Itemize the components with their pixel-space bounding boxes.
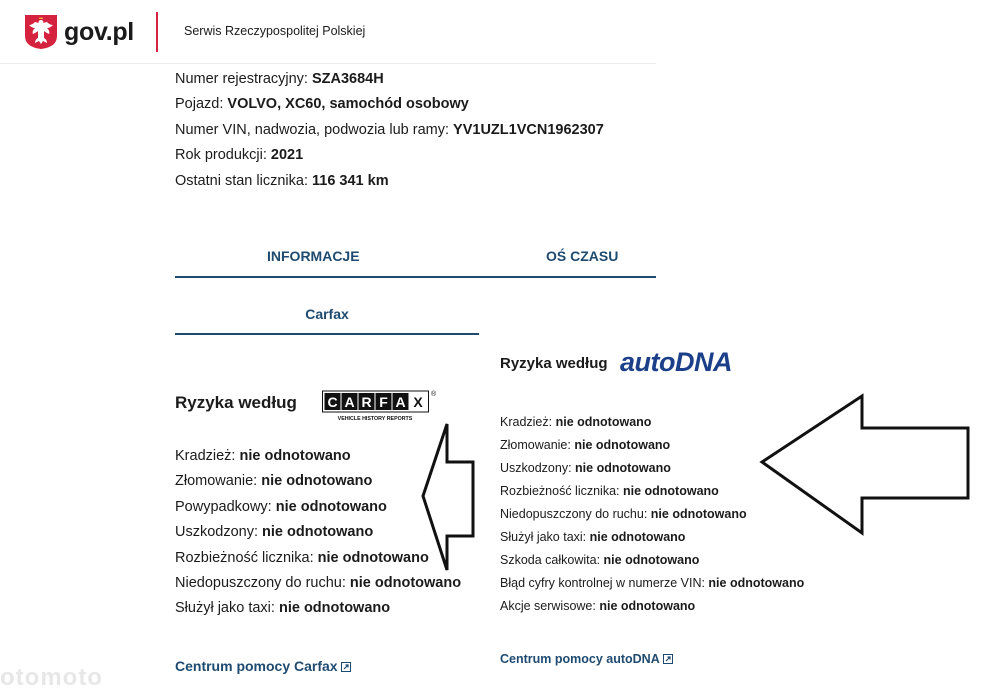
row-label: Numer rejestracyjny:: [175, 71, 312, 87]
list-item: [500, 572, 804, 595]
risk-label: Służył jako taxi:: [500, 530, 590, 544]
risk-value: nie odnotowano: [599, 599, 696, 613]
risk-value: nie odnotowano: [574, 438, 671, 452]
risk-value: nie odnotowano: [261, 473, 373, 490]
row-label: Rok produkcji:: [175, 147, 271, 164]
risk-label: Kradzież:: [500, 415, 556, 429]
tab-informacje[interactable]: INFORMACJE: [267, 248, 360, 264]
odometer-row: [175, 169, 604, 194]
year-value: 2021: [270, 147, 304, 164]
list-item: [500, 480, 804, 503]
registration-value: SZA3684H: [311, 71, 384, 87]
sub-tabs: [175, 298, 479, 335]
risk-label: Kradzież:: [175, 448, 240, 464]
list-item: [175, 546, 461, 571]
autodna-help-link[interactable]: [500, 652, 673, 666]
list-item: [175, 520, 461, 545]
external-link-icon: [663, 654, 673, 664]
site-header: [0, 0, 656, 64]
risk-label: Niedopuszczony do ruchu:: [500, 507, 651, 521]
tab-carfax[interactable]: Carfax: [305, 306, 349, 322]
list-item: [175, 469, 461, 494]
risk-value: nie odnotowano: [262, 524, 374, 541]
list-item: [175, 495, 461, 520]
autodna-risk-list: [500, 411, 804, 618]
carfax-logo-letter: C: [327, 394, 338, 410]
vehicle-value: VOLVO, XC60, samochód osobowy: [227, 96, 469, 113]
autodna-help-label: Centrum pomocy autoDNA: [500, 652, 660, 666]
header-subtitle: Serwis Rzeczypospolitej Polskiej: [184, 24, 366, 38]
risk-label: Służył jako taxi:: [175, 600, 279, 617]
risk-value: nie odnotowano: [589, 530, 686, 544]
risk-value: nie odnotowano: [239, 448, 351, 464]
row-label: Pojazd:: [175, 96, 228, 113]
risk-value: nie odnotowano: [603, 553, 700, 567]
row-label: Ostatni stan licznika:: [175, 172, 312, 189]
carfax-risk-list: [175, 444, 461, 622]
vin-row: [175, 118, 604, 143]
list-item: [500, 457, 804, 480]
registration-row: [175, 67, 604, 92]
autodna-logo: autoDNA: [620, 347, 732, 377]
external-link-icon: [341, 662, 351, 672]
carfax-help-label: Centrum pomocy Carfax: [175, 658, 338, 674]
carfax-help-link[interactable]: [175, 658, 351, 674]
risk-label: Uszkodzony:: [175, 524, 263, 541]
risk-label: Złomowanie:: [175, 473, 262, 490]
risk-label: Uszkodzony:: [500, 461, 576, 475]
tab-os-czasu[interactable]: OŚ CZASU: [546, 248, 619, 264]
header-divider: [156, 12, 158, 52]
list-item: [500, 549, 804, 572]
risk-label: Powypadkowy:: [175, 498, 276, 515]
risk-label: Rozbieżność licznika:: [500, 484, 623, 498]
main-tabs: [175, 240, 656, 278]
carfax-logo-letter: A: [344, 394, 355, 410]
eagle-emblem-icon: [24, 14, 58, 50]
watermark: otomoto: [0, 664, 103, 691]
risk-value: nie odnotowano: [650, 507, 747, 521]
risk-label: Błąd cyfry kontrolnej w numerze VIN:: [500, 576, 709, 590]
risk-label: Złomowanie:: [500, 438, 575, 452]
row-label: Numer VIN, nadwozia, podwozia lub ramy:: [175, 121, 454, 138]
risk-label: Rozbieżność licznika:: [175, 549, 318, 566]
carfax-logo-letter: X: [413, 394, 423, 410]
list-item: [175, 571, 461, 596]
carfax-logo-letter: R: [361, 394, 372, 410]
list-item: [500, 526, 804, 549]
risk-value: nie odnotowano: [278, 600, 391, 617]
brand-name: gov.pl: [64, 17, 134, 46]
risk-value: nie odnotowano: [575, 461, 671, 475]
list-item: [175, 596, 461, 621]
risk-label: Szkoda całkowita:: [500, 553, 604, 567]
risk-label: Niedopuszczony do ruchu:: [175, 575, 350, 592]
carfax-logo: [322, 389, 437, 423]
risk-value: nie odnotowano: [708, 576, 805, 590]
gov-pl-logo-link[interactable]: [24, 12, 134, 52]
list-item: [500, 595, 804, 618]
list-item: [500, 503, 804, 526]
carfax-logo-letter: F: [379, 394, 388, 410]
risk-value: nie odnotowano: [622, 484, 719, 498]
carfax-logo-mark: ®: [431, 391, 437, 398]
carfax-logo-letter: A: [395, 394, 406, 410]
list-item: [500, 411, 804, 434]
risk-value: nie odnotowano: [317, 549, 429, 566]
autodna-risk-title: Ryzyka według: [500, 355, 608, 372]
odometer-value: 116 341 km: [312, 172, 389, 189]
vehicle-row: [175, 92, 604, 117]
list-item: [500, 434, 804, 457]
year-row: [175, 143, 604, 168]
risk-value: nie odnotowano: [555, 415, 652, 429]
risk-label: Akcje serwisowe:: [500, 599, 600, 613]
risk-value: nie odnotowano: [349, 575, 462, 592]
vin-value: YV1UZL1VCN1962307: [453, 121, 604, 138]
vehicle-info: [175, 67, 604, 194]
list-item: [175, 444, 461, 469]
carfax-risk-title: Ryzyka według: [175, 393, 297, 412]
risk-value: nie odnotowano: [275, 498, 387, 515]
carfax-logo-tagline: VEHICLE HISTORY REPORTS: [337, 416, 413, 422]
